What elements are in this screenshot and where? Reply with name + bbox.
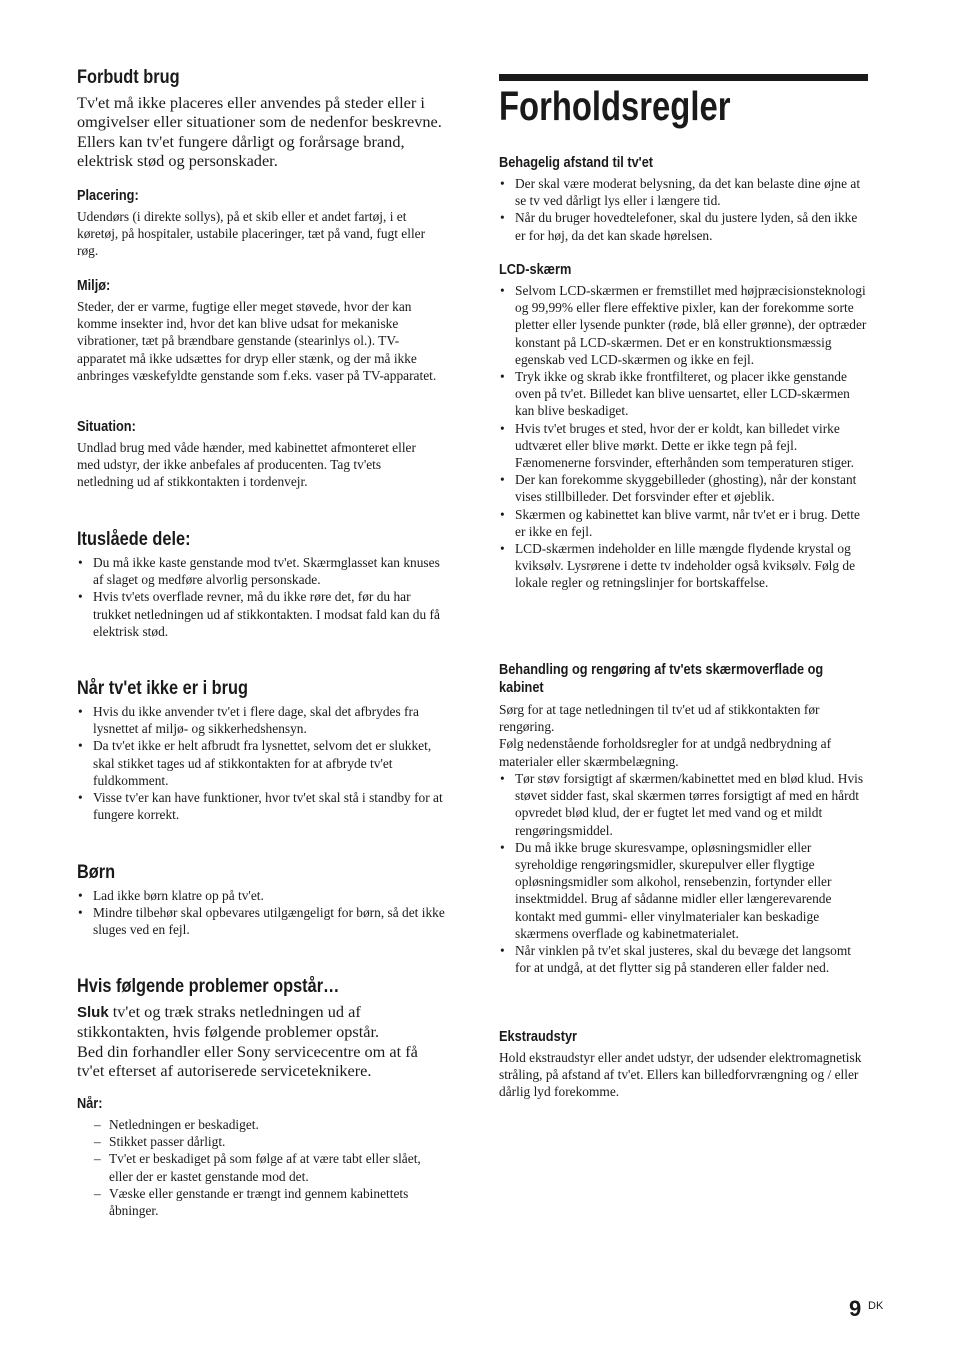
list-item: – Tv'et er beskadiget på som følge af at være tabt eller slået, eller der er kastet genstande mod det. xyxy=(77,1150,445,1184)
list-item: • LCD-skærmen indeholder en lille mængde flydende krystal og kviksølv. Lysrørene i dette tv indeholder også kviksølv. Følg de lokale regler og retningslinjer for bortskaffelse. xyxy=(499,540,868,592)
ekstra-text: Hold ekstraudstyr eller andet udstyr, der udsender elektromagnetisk stråling, på afstand af tv'et. Ellers kan billedforvrængning og / eller dårlig lyd forekomme. xyxy=(499,1050,862,1100)
sluk-label: Sluk xyxy=(77,1004,109,1021)
itusl-list xyxy=(77,554,445,640)
ekstra-heading: Ekstraudstyr xyxy=(499,1029,578,1045)
list-item: • Du må ikke kaste genstande mod tv'et. Skærmglasset kan knuses af slaget og medføre alvorlig personskade. xyxy=(77,554,445,588)
lcd-heading: LCD-skærm xyxy=(499,262,572,278)
rengoring-heading: Behandling og rengøring af tv'ets skærmoverflade og kabinet xyxy=(499,662,824,696)
list-item: – Netledningen er beskadiget. xyxy=(77,1116,445,1133)
rengoring-list xyxy=(499,770,868,976)
list-item: • Tryk ikke og skrab ikke frontfilteret, og placer ikke genstande oven på tv'et. Billedet kan blive uensartet, eller LCD-skærmen kan blive beskadiget. xyxy=(499,368,868,420)
situation-heading: Situation: xyxy=(77,419,136,435)
list-item: • Skærmen og kabinettet kan blive varmt, når tv'et er i brug. Dette er ikke en fejl. xyxy=(499,506,868,540)
afstand-list xyxy=(499,175,868,244)
problemer-text xyxy=(77,1002,445,1080)
section-heading-forbudt-brug: Forbudt brug xyxy=(77,67,180,88)
lcd-list xyxy=(499,282,868,592)
section-heading-itusl: Ituslåede dele: xyxy=(77,529,191,550)
list-item: • Hvis tv'ets overflade revner, må du ikke røre det, før du har trukket netledningen ud af stikkontakten. I modsat fald kan du få elektrisk stød. xyxy=(77,588,445,640)
rengoring-text-2: Følg nedenstående forholdsregler for at undgå nedbrydning af materialer eller skærmbelægning. xyxy=(499,736,832,769)
page-language: DK xyxy=(868,1300,884,1312)
page-title: Forholdsregler xyxy=(499,83,731,129)
born-list xyxy=(77,887,445,939)
list-item: • Visse tv'er kan have funktioner, hvor tv'et skal stå i standby for at fungere korrekt. xyxy=(77,789,443,823)
list-item: • Selvom LCD-skærmen er fremstillet med højpræcisionsteknologi og 99,99% eller flere effektive pixler, kan der forekomme sorte pletter eller lysende punkter (røde, blå eller grønne), der optræder konstant på LCD-skærmen. Det er en konstruktionsmæssig egenskab ved LCD-skærmen og ikke en fejl. xyxy=(499,282,868,368)
situation-text: Undlad brug med våde hænder, med kabinettet afmonteret eller med udstyr, der ikke anbefales af producenten. Tag tv'ets netledning ud af stikkontakten i tordenvejr. xyxy=(77,440,416,490)
list-item: • Da tv'et ikke er helt afbrudt fra lysnettet, selvom det er slukket, skal stikket tages ud af stikkontakten for at afbryde tv'et fuldkomment. xyxy=(77,737,443,789)
title-rule xyxy=(499,74,868,81)
list-item: • Når vinklen på tv'et skal justeres, skal du bevæge det langsomt for at undgå, at det flytter sig på standeren eller falder ned. xyxy=(499,942,868,976)
list-item: • Hvis du ikke anvender tv'et i flere dage, skal det afbrydes fra lysnettet af miljø- og sikkerhedshensyn. xyxy=(77,703,443,737)
ikke-brug-list xyxy=(77,703,443,823)
list-item: • Der skal være moderat belysning, da det kan belaste dine øjne at se tv ved dårligt lys eller i længere tid. xyxy=(499,175,868,209)
problemer-text-2: Bed din forhandler eller Sony servicecentre om at få tv'et efterset af autoriserede serviceteknikere. xyxy=(77,1041,418,1080)
problemer-text-1: tv'et og træk straks netledningen ud af stikkontakten, hvis følgende problemer opstår. xyxy=(77,1002,380,1042)
list-item: • Lad ikke børn klatre op på tv'et. xyxy=(77,887,445,904)
section-heading-born: Børn xyxy=(77,862,116,883)
forbudt-brug-text: Tv'et må ikke placeres eller anvendes på steder eller i omgivelser eller situationer som de nedenfor beskrevne. Ellers kan tv'et fungere dårligt og forårsage brand, elektrisk stød og personskader. xyxy=(77,93,442,170)
rengoring-text-1: Sørg for at tage netledningen til tv'et ud af stikkontakten før rengøring. xyxy=(499,702,820,735)
placering-text: Udendørs (i direkte sollys), på et skib eller et andet fartøj, i et køretøj, på hospitaler, ustabile placeringer, tæt på vand, fugt eller røg. xyxy=(77,209,426,259)
rengoring-text xyxy=(499,701,868,770)
list-item: • Hvis tv'et bruges et sted, hvor der er koldt, kan billedet virke udtværet eller blive mørkt. Dette er ikke tegn på fejl. Fænomenerne forsvinder, efterhånden som temperaturen stiger. xyxy=(499,420,868,472)
placering-heading: Placering: xyxy=(77,188,139,204)
section-heading-ikke-brug: Når tv'et ikke er i brug xyxy=(77,678,248,699)
list-item: • Mindre tilbehør skal opbevares utilgængeligt for børn, så det ikke sluges ved en fejl. xyxy=(77,904,445,938)
afstand-heading: Behagelig afstand til tv'et xyxy=(499,155,654,171)
list-item: • Der kan forekomme skyggebilleder (ghosting), når der konstant vises stillbilleder. Det forsvinder efter et øjeblik. xyxy=(499,471,868,505)
list-item: – Væske eller genstande er trængt ind gennem kabinettets åbninger. xyxy=(77,1185,445,1219)
page-number: 9 xyxy=(849,1296,862,1321)
nar-list xyxy=(77,1116,445,1219)
list-item: • Du må ikke bruge skuresvampe, opløsningsmidler eller syreholdige rengøringsmidler, skurepulver eller flygtige opløsningsmidler som alkohol, rensebenzin, fortynder eller insektmiddel. Brug af sådanne midler eller længerevarende kontakt med gummi- eller vinylmaterialer kan beskadige skærmens overflade og kabinetmaterialet. xyxy=(499,839,868,942)
list-item: • Når du bruger hovedtelefoner, skal du justere lyden, så den ikke er for høj, da det kan skade hørelsen. xyxy=(499,209,868,243)
section-heading-problemer: Hvis følgende problemer opstår… xyxy=(77,976,340,997)
list-item: – Stikket passer dårligt. xyxy=(77,1133,445,1150)
miljo-text: Steder, der er varme, fugtige eller meget støvede, hvor der kan komme insekter ind, hvor det kan blive udsat for mekaniske vibrationer, tæt på brændbare genstande (stearinlys ol.). TV-apparatet må ikke udsættes for dryp eller stænk, og der må ikke anbringes væskefyldte genstande som f.eks. vaser på TV-apparatet. xyxy=(77,299,437,383)
nar-heading: Når: xyxy=(77,1096,103,1112)
miljo-heading: Miljø: xyxy=(77,278,111,294)
list-item: • Tør støv forsigtigt af skærmen/kabinettet med en blød klud. Hvis støvet sidder fast, skal skærmen tørres forsigtigt af med en hårdt opvredet blød klud, der er fugtet let med vand og et mildt rengøringsmiddel. xyxy=(499,770,868,839)
